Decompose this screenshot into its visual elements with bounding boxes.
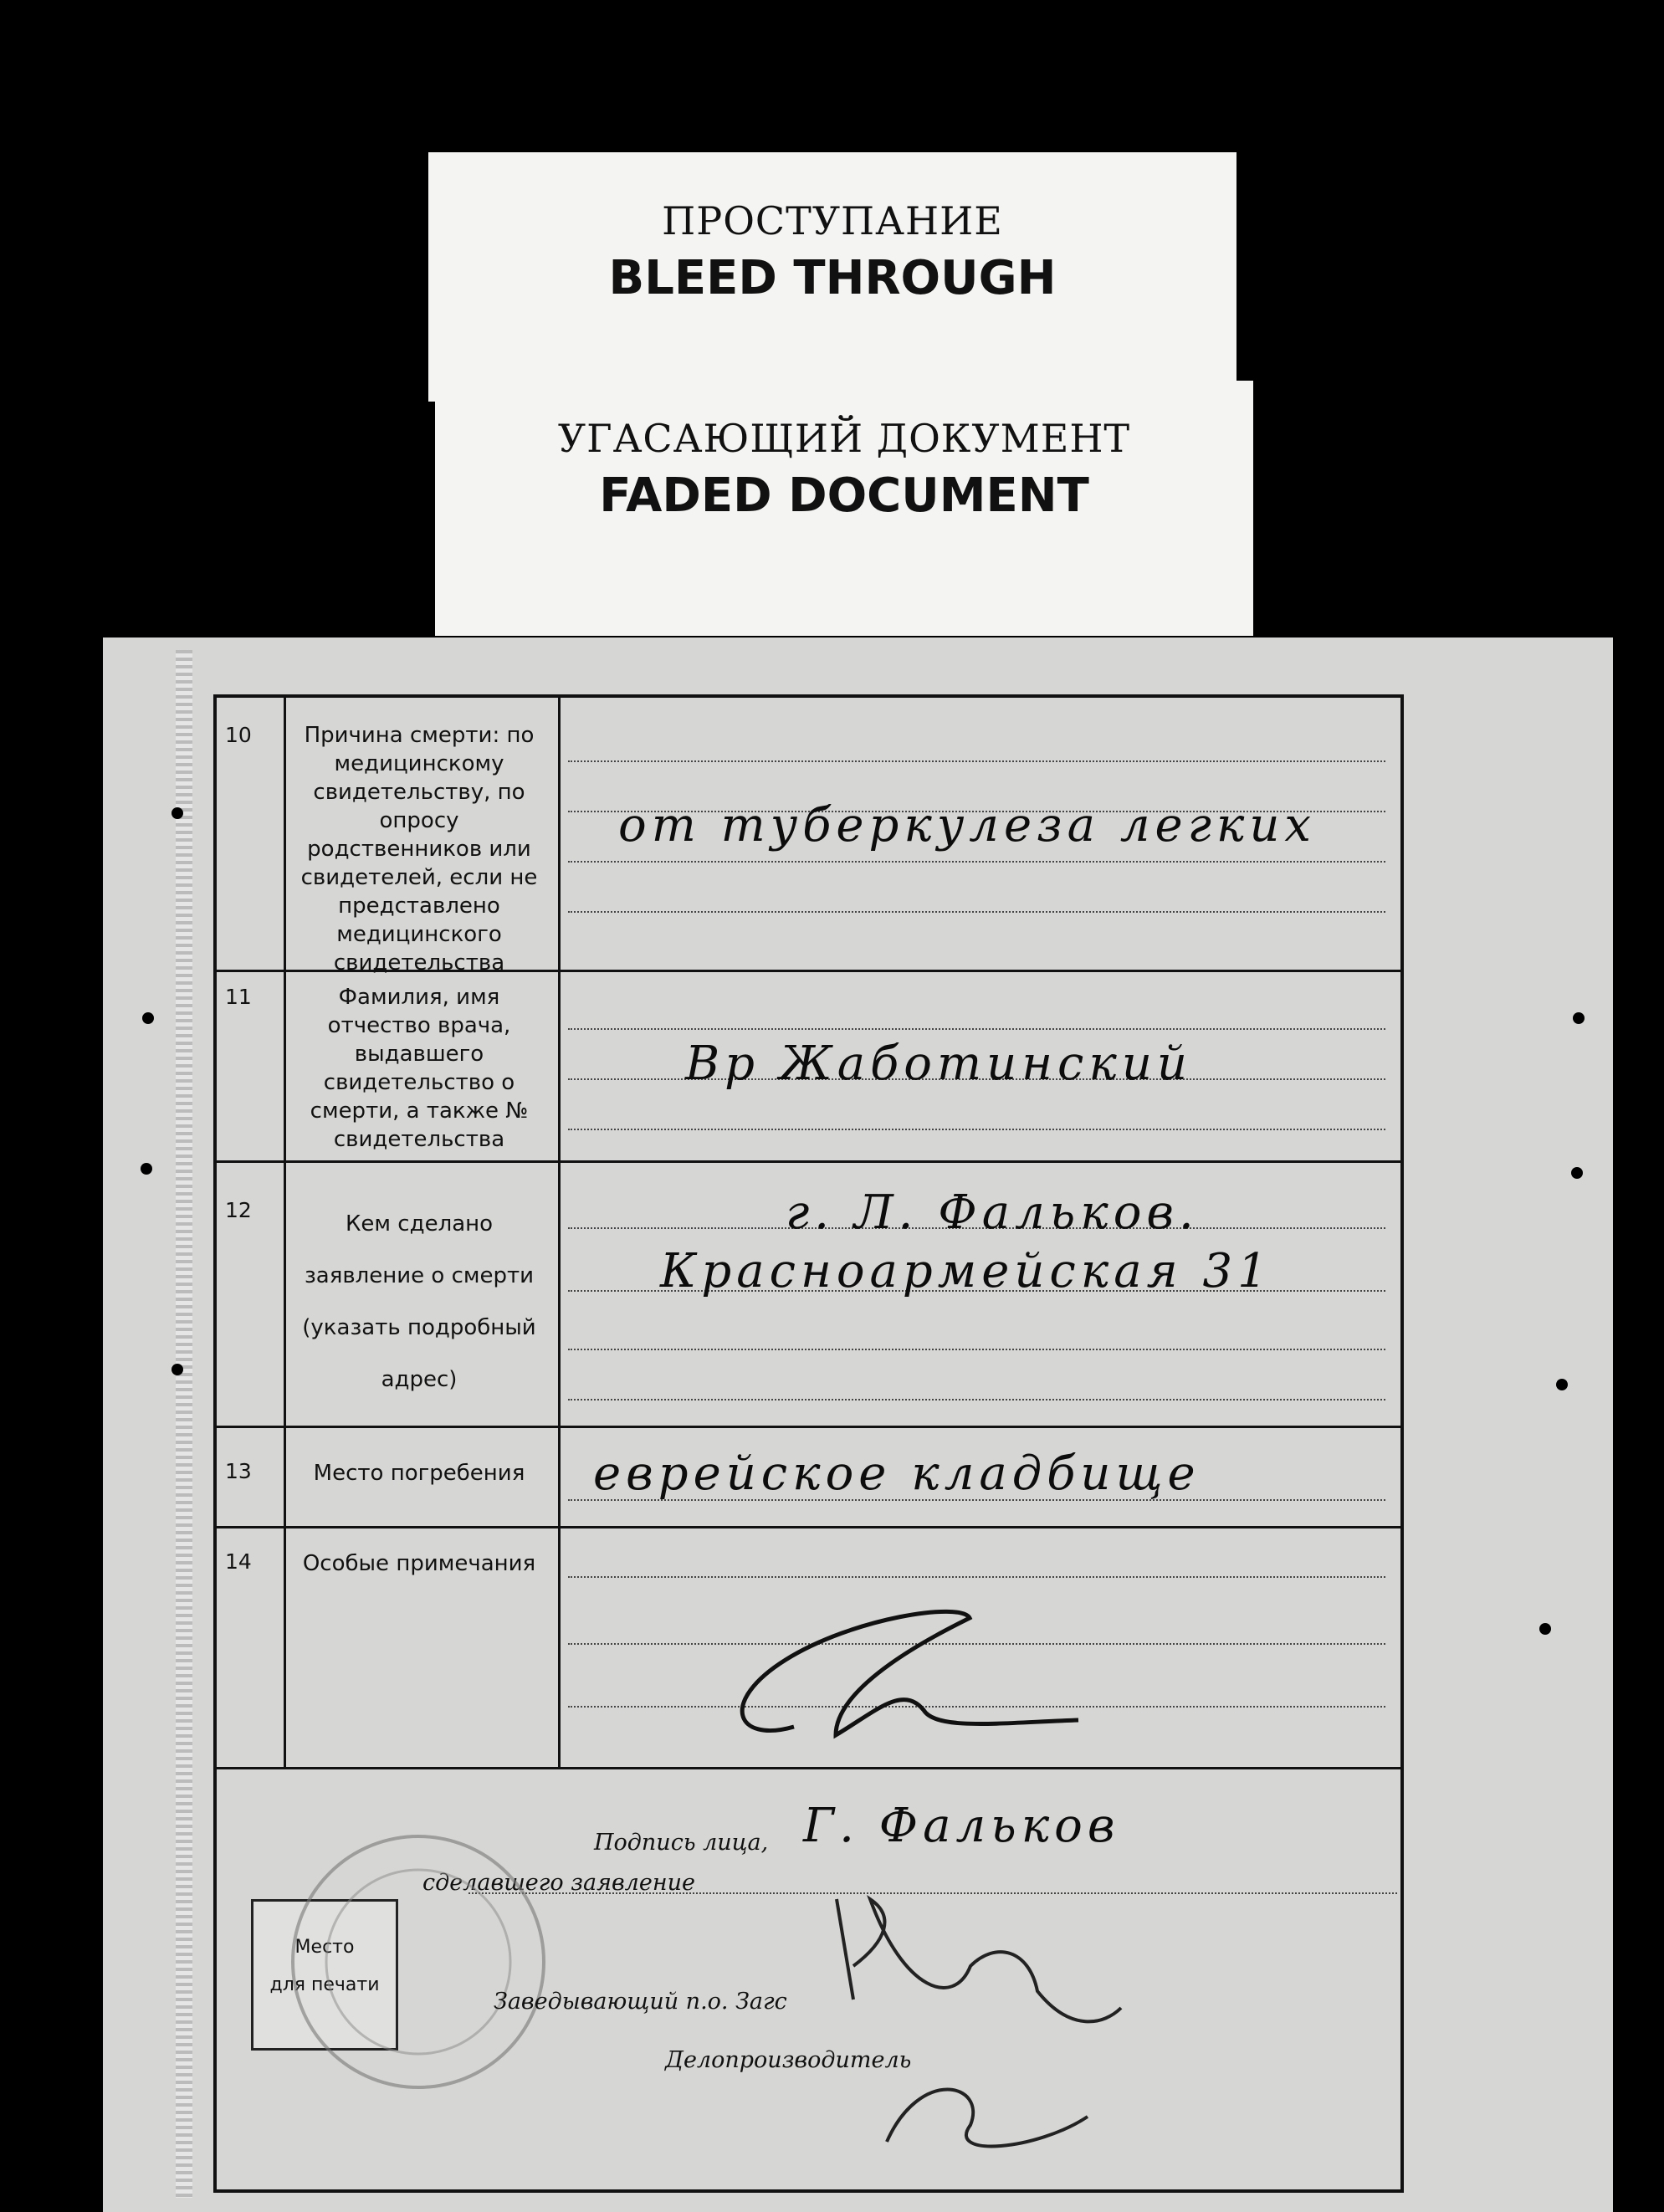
faded-document-ru: УГАСАЮЩИЙ ДОКУМЕНТ (557, 416, 1131, 461)
punch-hole (172, 807, 183, 819)
punch-hole (1539, 1623, 1551, 1635)
head-registry-label: Заведывающий п.о. Загс (494, 1989, 787, 2015)
stamp-label-2: для печати (269, 1974, 380, 1995)
handwritten-declarant: г. Л. Фальков. (786, 1185, 1199, 1240)
faded-document-card (435, 381, 1253, 636)
handwritten-address: Красноармейская 31 (660, 1244, 1272, 1298)
perforation-edge (176, 650, 192, 2198)
row-number: 14 (225, 1549, 252, 1574)
bleed-through-ru: ПРОСТУПАНИЕ (662, 198, 1003, 243)
punch-hole (141, 1163, 152, 1175)
row-14 (217, 1526, 1400, 1769)
handwritten-cause: от туберкулеза легких (618, 798, 1317, 853)
bleed-through-en: BLEED THROUGH (608, 251, 1057, 305)
row-label: Фамилия, имя отчество врача, выдавшего свидетельство о смерти, а также № свидетельства (310, 985, 529, 1152)
head-signature-scribble (820, 1866, 1171, 2184)
handwritten-doctor: Вр Жаботинский (685, 1037, 1192, 1091)
signer-signature: Г. Фальков (803, 1799, 1120, 1853)
row-13 (217, 1426, 1400, 1528)
faded-document-en: FADED DOCUMENT (599, 469, 1089, 523)
row-10 (217, 698, 1400, 975)
row-12 (217, 1160, 1400, 1428)
row-number: 12 (225, 1198, 252, 1222)
bleed-through-card (428, 152, 1236, 402)
punch-hole (172, 1364, 183, 1375)
round-stamp (276, 1820, 561, 2104)
cross-out-scribble (685, 1585, 1154, 1752)
punch-hole (1571, 1167, 1583, 1179)
punch-hole (1573, 1012, 1585, 1024)
row-number: 13 (225, 1459, 252, 1483)
stamp-label-1: Место (294, 1937, 355, 1958)
handwritten-burial-place: еврейское кладбище (593, 1447, 1201, 1501)
punch-hole (142, 1012, 154, 1024)
row-11 (217, 970, 1400, 1163)
signer-label-1: Подпись лица, (594, 1830, 769, 1856)
punch-hole (1556, 1379, 1568, 1390)
row-label: Кем сделано заявление о смерти (указать подробный адрес) (302, 1211, 536, 1392)
clerk-label: Делопроизводитель (665, 2047, 912, 2073)
signer-label-2: сделавшего заявление (422, 1870, 695, 1896)
row-number: 11 (225, 985, 252, 1009)
row-label: Причина смерти: по медицинскому свидетельству, по опросу родственников или свидетелей, если не представлено медицинского свидетельства (300, 723, 538, 975)
row-label: Особые примечания (302, 1551, 536, 1576)
row-number: 10 (225, 723, 252, 747)
row-label: Место погребения (313, 1461, 525, 1486)
